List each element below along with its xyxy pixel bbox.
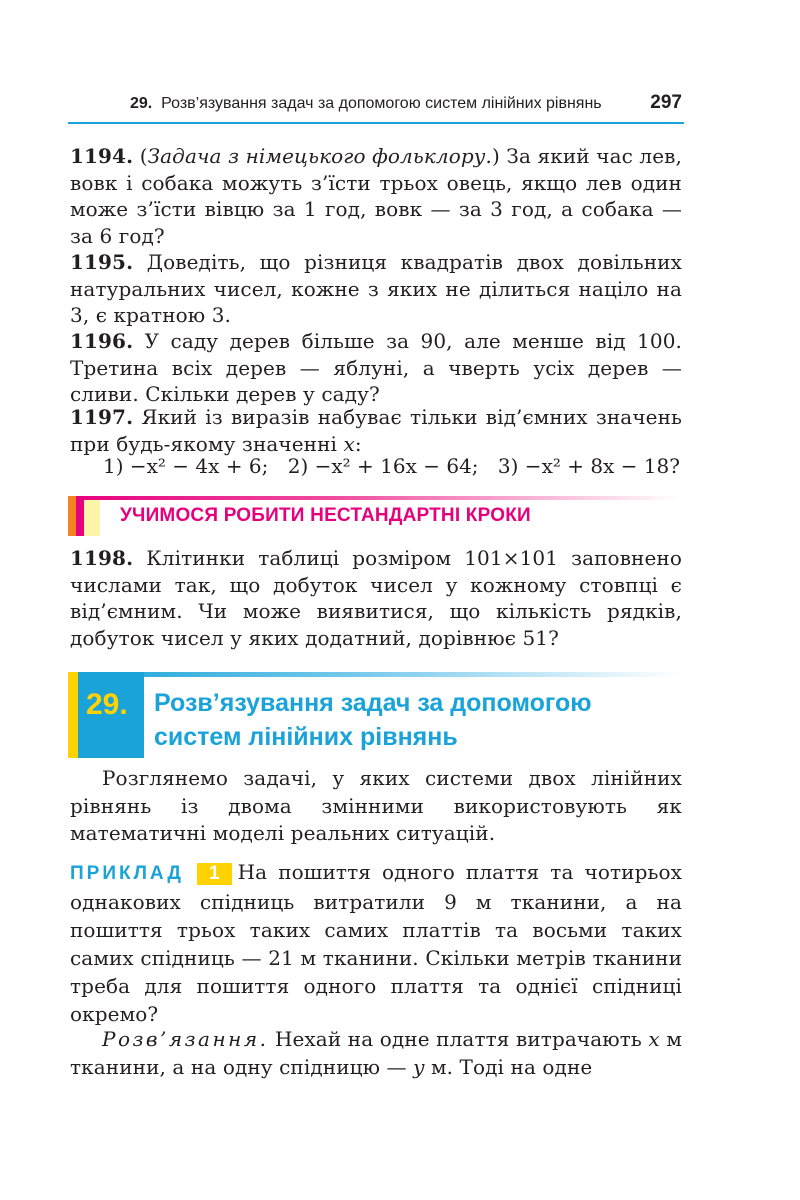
chapter-number: 29. [130,95,153,112]
section-gradient-line [68,672,680,677]
page-header [68,92,684,124]
page-number: 297 [650,92,682,113]
problem-text: Який із виразів набуває тільки від’ємних значень при будь-якому значенні [70,405,682,456]
example-1 [70,858,682,1028]
solution-paragraph [70,1025,682,1081]
problem-1196 [70,328,682,408]
problem-source: Задача з німецького фольклору. [147,144,492,168]
example-label: ПРИКЛАД [70,863,184,884]
banner-gradient-line [68,496,680,500]
banner-yellow-bar [84,500,100,536]
section-heading [68,672,680,758]
section-title-line1: Розв’язування задач за допомогою [154,689,592,717]
running-title [130,95,602,113]
banner-magenta-bar [76,496,84,536]
problem-1198 [70,545,682,651]
problem-1197 [70,404,682,457]
option-1: 1) −x² − 4x + 6; [103,454,269,478]
problem-1194 [70,143,682,249]
problem-number: 1197. [70,405,134,429]
colon: : [354,431,362,456]
paren-open: ( [139,144,148,168]
problem-1195 [70,249,682,329]
problem-number: 1196. [70,329,134,353]
problem-number: 1198. [70,546,134,570]
problem-text: У саду дерев більше за 90, але менше від 100. Третина всіх дерев — яблуні, а чверть усіх дерев — сливи. Скільки дерев у саду? [70,329,682,406]
section-number-box [78,672,144,758]
banner-orange-bar [68,496,76,536]
example-text: На пошиття одного плаття та чотирьох однакових спідниць витратили 9 м тканини, а на пошиття трьох таких самих платтів та восьми таких самих спідниць — 21 м тканини. Скільки метрів тканини треба для пошиття одного плаття та однієї спідниці окремо? [70,860,682,1026]
chapter-title: Розв’язування задач за допомогою систем лінійних рівнянь [161,95,602,112]
paren-close: ) [491,144,500,168]
nonstandard-banner [68,496,680,536]
variable-y: y [413,1055,425,1079]
solution-text-1: Нехай на одне плаття витрачають [268,1027,649,1051]
solution-label: Розв’язання. [102,1027,269,1051]
problem-number: 1194. [70,144,134,168]
problem-text: За який час лев, вовк і собака можуть з’їсти трьох овець, якщо лев один може з’їсти вівцю за 1 год, вовк — за 3 год, а собака — за 6 год? [70,144,682,248]
intro-paragraph: Розглянемо задачі, у яких системи двох лінійних рівнянь із двома змінними використовують як математичні моделі реальних ситуацій. [70,766,682,845]
answer-options [70,454,682,478]
problem-number: 1195. [70,250,134,274]
variable-x: x [648,1027,660,1051]
option-2: 2) −x² + 16x − 64; [287,454,479,478]
banner-title: УЧИМОСЯ РОБИТИ НЕСТАНДАРТНІ КРОКИ [120,505,531,526]
solution-text-2: м тканини, а на одну спідницю — [70,1027,682,1079]
solution-text-3: м. Тоді на одне [424,1055,593,1079]
problem-text: Клітинки таблиці розміром 101×101 заповнено числами так, що добуток чисел у кожному стовпці є від’ємним. Чи може виявитися, що кількість рядків, добуток чисел у яких додатний, дорівнює 51? [70,546,682,650]
problem-text: Доведіть, що різниця квадратів двох довільних натуральних чисел, кожне з яких не ділиться націло на 3, є кратною 3. [70,250,682,327]
variable-x: x [343,431,355,456]
section-title-line2: систем лінійних рівнянь [154,723,458,751]
section-title [154,686,674,754]
option-3: 3) −x² + 8x − 18? [497,454,680,478]
section-number: 29. [86,688,128,721]
example-number: 1 [197,863,232,885]
